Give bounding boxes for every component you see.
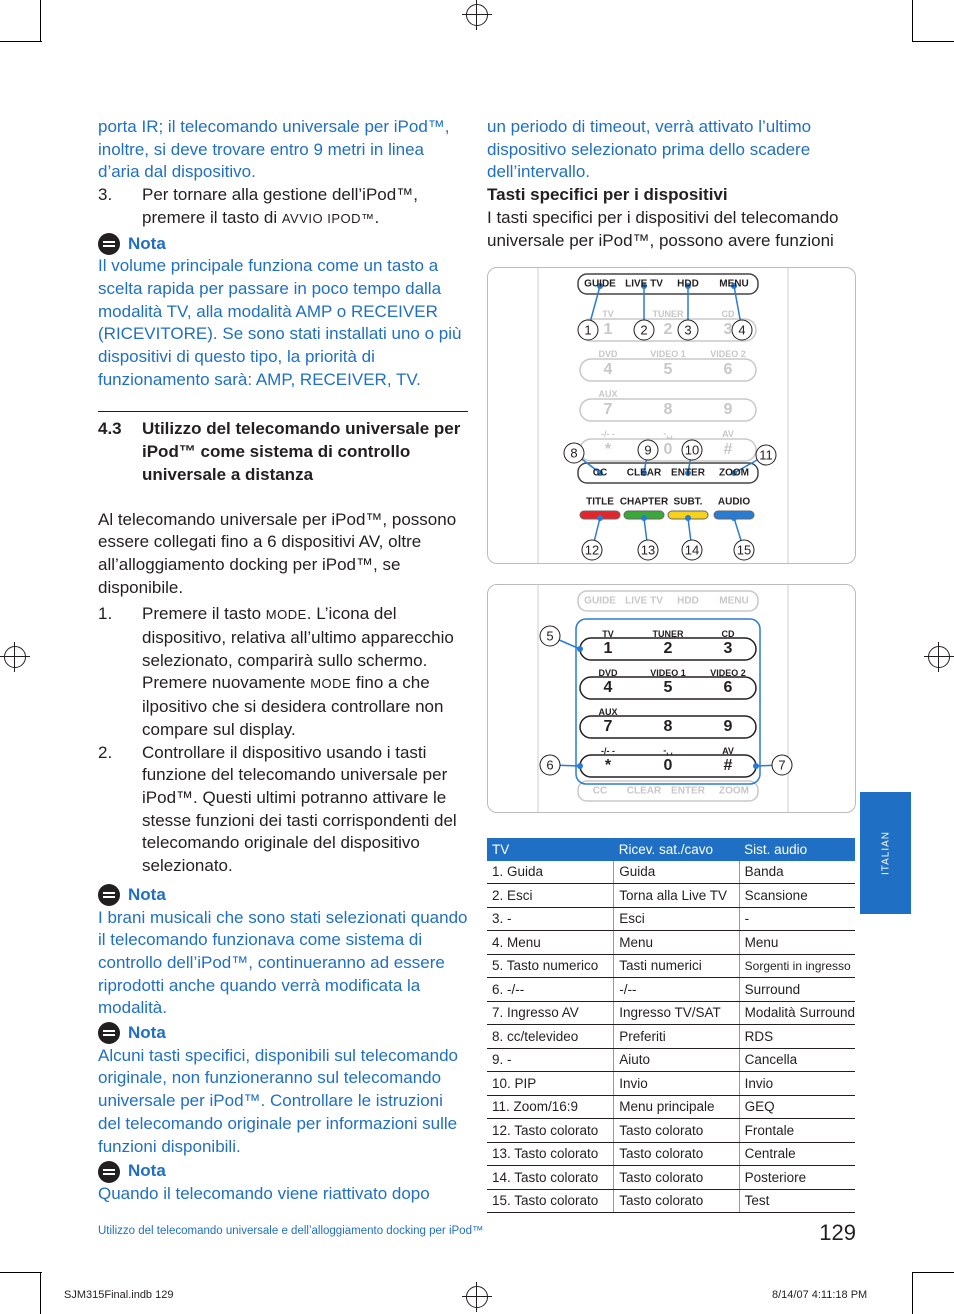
step-3 bbox=[98, 184, 468, 230]
table-cell: Frontale bbox=[739, 1119, 855, 1143]
footer-text: Utilizzo del telecomando universale e dell’alloggiamento docking per iPod™ bbox=[98, 1225, 484, 1237]
key-digit: 3 bbox=[723, 321, 733, 338]
table-row bbox=[487, 978, 855, 1002]
function-table bbox=[487, 838, 855, 1213]
table-row bbox=[487, 884, 855, 908]
key-label: DVD bbox=[598, 349, 618, 359]
callout-number: 4 bbox=[738, 322, 746, 338]
callout-number: 11 bbox=[759, 447, 773, 463]
top-button-label: GUIDE bbox=[584, 278, 616, 290]
top-button-label: HDD bbox=[677, 595, 699, 607]
key-label: AUX bbox=[598, 389, 618, 399]
table-cell: Menu bbox=[614, 931, 739, 955]
function-button-label: CLEAR bbox=[626, 467, 662, 479]
registration-mark-icon bbox=[4, 646, 26, 668]
table-cell: 5. Tasto numerico bbox=[487, 954, 614, 978]
table-cell: Ingresso TV/SAT bbox=[614, 1001, 739, 1025]
section-heading: 4.3 Utilizzo del telecomando universale per iPod™ come sistema di controllo universale a distanza bbox=[98, 411, 468, 486]
top-button-label: LIVE TV bbox=[625, 595, 663, 607]
table-cell: 10. PIP bbox=[487, 1072, 614, 1096]
table-cell: Menu bbox=[739, 931, 855, 955]
key-digit: 0 bbox=[663, 757, 673, 774]
callout-number: 5 bbox=[546, 628, 554, 644]
registration-mark-icon bbox=[928, 646, 950, 668]
table-row bbox=[487, 1166, 855, 1190]
key-digit: 6 bbox=[723, 361, 733, 378]
step-text: Controllare il dispositivo usando i tasti funzione del telecomando universale per iPod™. Questi ultimi potranno attivare le stesse funzioni dei tasti corrispondenti del telecomando originale del dispositivo selezionato. bbox=[142, 742, 457, 876]
language-tab: ITALIAN bbox=[860, 792, 911, 914]
nota-heading: Nota bbox=[98, 233, 468, 256]
table-row bbox=[487, 1048, 855, 1072]
nota-heading: Nota bbox=[98, 884, 468, 907]
table-cell: Test bbox=[739, 1189, 855, 1213]
color-button-label: AUDIO bbox=[717, 496, 751, 508]
crop-mark bbox=[912, 41, 954, 42]
left-column bbox=[98, 116, 468, 1206]
table-cell: Esci bbox=[614, 907, 739, 931]
table-cell: Posteriore bbox=[739, 1166, 855, 1190]
table-cell: 13. Tasto colorato bbox=[487, 1142, 614, 1166]
crop-mark bbox=[0, 41, 42, 42]
function-button-label: CC bbox=[592, 785, 608, 797]
nota-heading: Nota bbox=[98, 1022, 468, 1045]
intro-text: porta IR; il telecomando universale per iPod™, inoltre, si deve trovare entro 9 metri in linea d’aria dal dispositivo. bbox=[98, 117, 450, 182]
step-text: Premere il tasto MODE. L’icona del dispositivo, relativa all’ultimo apparecchio selezionato, comparirà sullo schermo. Premere nuovamente MODE fino a che ilpositivo che si desidera controllare non compare sul display. bbox=[142, 604, 454, 739]
table-cell: 3. - bbox=[487, 907, 614, 931]
key-label: -/- - bbox=[601, 745, 615, 756]
crop-mark bbox=[912, 1272, 913, 1314]
table-cell: 9. - bbox=[487, 1048, 614, 1072]
table-row bbox=[487, 931, 855, 955]
top-button-label: LIVE TV bbox=[625, 278, 663, 290]
key-digit: # bbox=[723, 441, 733, 458]
table-cell: 1. Guida bbox=[487, 861, 614, 884]
key-label: DVD bbox=[598, 667, 618, 678]
key-digit: * bbox=[604, 757, 612, 774]
color-button-label: SUBT. bbox=[673, 496, 703, 508]
key-digit: # bbox=[723, 757, 733, 774]
remote-diagram-1 bbox=[487, 267, 856, 564]
registration-mark-icon bbox=[466, 4, 488, 26]
crop-mark bbox=[40, 1272, 41, 1314]
callout-dot bbox=[597, 515, 603, 521]
slug-left: SJM315Final.indb 129 bbox=[64, 1289, 174, 1301]
key-digit: 8 bbox=[663, 718, 673, 735]
key-label: AV bbox=[722, 745, 734, 756]
note-icon bbox=[98, 233, 120, 255]
key-label: TUNER bbox=[652, 628, 684, 639]
callout-dot bbox=[753, 763, 759, 769]
crop-mark bbox=[0, 1272, 42, 1273]
note-icon bbox=[98, 1022, 120, 1044]
crop-mark bbox=[912, 0, 913, 42]
table-cell: Invio bbox=[739, 1072, 855, 1096]
top-button-label: HDD bbox=[677, 278, 699, 290]
callout-number: 1 bbox=[584, 322, 592, 338]
key-label: -␣ bbox=[663, 745, 673, 755]
key-digit: 4 bbox=[603, 361, 613, 378]
key-label: VIDEO 1 bbox=[650, 667, 686, 678]
callout-number: 9 bbox=[644, 442, 652, 458]
function-button-label: ENTER bbox=[671, 785, 705, 797]
table-cell: 4. Menu bbox=[487, 931, 614, 955]
function-button-label: ZOOM bbox=[719, 467, 749, 479]
intro-text: un periodo di timeout, verrà attivato l’ultimo dispositivo selezionato prima dello scadere dell’intervallo. bbox=[487, 117, 812, 182]
crop-mark bbox=[912, 1272, 954, 1273]
remote-illustration bbox=[488, 585, 855, 812]
key-label: CD bbox=[721, 309, 735, 319]
key-digit: 7 bbox=[603, 401, 613, 418]
nota-text: Alcuni tasti specifici, disponibili sul telecomando originale, non funzioneranno sul telecomando universale per iPod™. Controllare le istruzioni del telecomando originale per informazioni sulle funzioni disponibili. bbox=[98, 1045, 459, 1156]
registration-mark-icon bbox=[466, 1286, 488, 1308]
subheading: Tasti specifici per i dispositivi bbox=[487, 185, 728, 205]
table-row bbox=[487, 1072, 855, 1096]
table-cell: 15. Tasto colorato bbox=[487, 1189, 614, 1213]
step-text: Per tornare alla gestione dell’iPod™, premere il tasto di AVVIO IPOD™. bbox=[142, 185, 418, 227]
table-row bbox=[487, 1025, 855, 1049]
table-header-row bbox=[487, 838, 855, 861]
callout-number: 3 bbox=[684, 322, 692, 338]
key-label: VIDEO 1 bbox=[650, 349, 686, 359]
top-button-label: GUIDE bbox=[584, 595, 616, 607]
table-row bbox=[487, 1001, 855, 1025]
key-label: VIDEO 2 bbox=[710, 349, 746, 359]
table-header-cell: TV bbox=[487, 838, 614, 861]
key-digit: 6 bbox=[723, 679, 733, 696]
table-cell: Torna alla Live TV bbox=[614, 884, 739, 908]
right-column bbox=[487, 116, 857, 252]
table-row bbox=[487, 907, 855, 931]
note-icon bbox=[98, 1161, 120, 1183]
step-number: 3. bbox=[98, 185, 113, 205]
key-label: -/- - bbox=[601, 429, 615, 439]
key-label: AV bbox=[722, 429, 734, 439]
key-digit: 7 bbox=[603, 718, 613, 735]
table-cell: 12. Tasto colorato bbox=[487, 1119, 614, 1143]
callout-number: 10 bbox=[684, 442, 700, 458]
callout-dot bbox=[641, 515, 647, 521]
table-row bbox=[487, 1142, 855, 1166]
key-digit: 3 bbox=[723, 640, 733, 657]
color-button-label: CHAPTER bbox=[619, 496, 669, 508]
table-header-cell: Ricev. sat./cavo bbox=[614, 838, 739, 861]
top-button-label: MENU bbox=[719, 278, 749, 290]
key-digit: 5 bbox=[663, 679, 673, 696]
table-cell: 8. cc/televideo bbox=[487, 1025, 614, 1049]
callout-number: 13 bbox=[640, 542, 656, 558]
key-digit: 2 bbox=[663, 321, 673, 338]
paragraph: I tasti specifici per i dispositivi del telecomando universale per iPod™, possono avere funzioni bbox=[487, 207, 839, 250]
table-cell: Tasto colorato bbox=[614, 1189, 739, 1213]
step-2: 2. Controllare il dispositivo usando i tasti funzione del telecomando universale per iPod™. Questi ultimi potranno attivare le stesse funzioni dei tasti corrispondenti del telecomando originale del dispositivo selezionato. bbox=[98, 742, 468, 878]
nota-text: Quando il telecomando viene riattivato dopo bbox=[98, 1183, 430, 1203]
nota-text: I brani musicali che sono stati selezionati quando il telecomando funzionava come sistema di controllo dell’iPod™, continueranno ad essere riprodotti anche quando verrà modificata la modalità. bbox=[98, 907, 468, 1018]
remote-diagram-2 bbox=[487, 584, 856, 813]
slug-right: 8/14/07 4:11:18 PM bbox=[772, 1289, 868, 1301]
table-row bbox=[487, 1189, 855, 1213]
function-button-label: CC bbox=[592, 467, 608, 479]
function-button-label: CLEAR bbox=[626, 785, 662, 797]
step-1: 1. Premere il tasto MODE. L’icona del dispositivo, relativa all’ultimo apparecchio selezionato, comparirà sullo schermo. Premere nuovamente MODE fino a che ilpositivo che si desidera controllare non compare sul display. bbox=[98, 603, 468, 741]
table-row bbox=[487, 1095, 855, 1119]
top-button-label: MENU bbox=[719, 595, 749, 607]
table-cell: - bbox=[739, 907, 855, 931]
key-label: TV bbox=[602, 309, 614, 319]
table-cell: Modalità Surround bbox=[739, 1001, 855, 1025]
paragraph: Al telecomando universale per iPod™, possono essere collegati fino a 6 dispositivi AV, oltre all’alloggiamento docking per iPod™, se disponibile. bbox=[98, 509, 457, 597]
table-cell: -/-- bbox=[614, 978, 739, 1002]
callout-number: 12 bbox=[584, 542, 600, 558]
key-label: TV bbox=[602, 628, 614, 639]
key-digit: 1 bbox=[603, 640, 613, 657]
key-label: -␣ bbox=[663, 428, 673, 439]
function-button-label: ENTER bbox=[671, 467, 705, 479]
key-digit: 4 bbox=[603, 679, 613, 696]
table-cell: Menu principale bbox=[614, 1095, 739, 1119]
table-cell: Sorgenti in ingresso bbox=[739, 954, 855, 978]
table-cell: 6. -/-- bbox=[487, 978, 614, 1002]
section-title: Utilizzo del telecomando universale per iPod™ come sistema di controllo universale a distanza bbox=[142, 419, 461, 484]
table-cell: Scansione bbox=[739, 884, 855, 908]
nota-heading: Nota bbox=[98, 1160, 468, 1183]
table-cell: Invio bbox=[614, 1072, 739, 1096]
key-digit: 2 bbox=[663, 640, 673, 657]
table-header-cell: Sist. audio bbox=[739, 838, 855, 861]
page-number: 129 bbox=[819, 1220, 856, 1245]
key-label: AUX bbox=[598, 706, 618, 717]
table-cell: GEQ bbox=[739, 1095, 855, 1119]
table-cell: Centrale bbox=[739, 1142, 855, 1166]
table-cell: Cancella bbox=[739, 1048, 855, 1072]
key-label: CD bbox=[721, 628, 735, 639]
key-digit: * bbox=[604, 441, 612, 458]
table-row bbox=[487, 1119, 855, 1143]
key-digit: 9 bbox=[723, 401, 733, 418]
callout-dot bbox=[685, 515, 691, 521]
table-row bbox=[487, 861, 855, 884]
table-cell: Tasto colorato bbox=[614, 1142, 739, 1166]
callout-number: 7 bbox=[778, 757, 786, 773]
table-cell: Surround bbox=[739, 978, 855, 1002]
key-digit: 9 bbox=[723, 718, 733, 735]
key-digit: 0 bbox=[663, 441, 673, 458]
function-button-label: ZOOM bbox=[719, 785, 749, 797]
table-cell: 7. Ingresso AV bbox=[487, 1001, 614, 1025]
table-cell: Tasti numerici bbox=[614, 954, 739, 978]
key-digit: 5 bbox=[663, 361, 673, 378]
color-button-label: TITLE bbox=[586, 496, 614, 508]
table-cell: Banda bbox=[739, 861, 855, 884]
table-cell: RDS bbox=[739, 1025, 855, 1049]
table-cell: 14. Tasto colorato bbox=[487, 1166, 614, 1190]
key-digit: 1 bbox=[603, 321, 613, 338]
table-cell: Guida bbox=[614, 861, 739, 884]
callout-dot bbox=[577, 646, 583, 652]
key-label: VIDEO 2 bbox=[710, 667, 746, 678]
callout-number: 2 bbox=[640, 322, 648, 338]
callout-number: 14 bbox=[684, 542, 700, 558]
table-cell: Tasto colorato bbox=[614, 1166, 739, 1190]
callout-number: 15 bbox=[736, 542, 752, 558]
table-cell: Tasto colorato bbox=[614, 1119, 739, 1143]
table-cell: 2. Esci bbox=[487, 884, 614, 908]
table-cell: 11. Zoom/16:9 bbox=[487, 1095, 614, 1119]
key-label: TUNER bbox=[652, 309, 684, 319]
note-icon bbox=[98, 884, 120, 906]
callout-dot bbox=[731, 515, 737, 521]
table-cell: Aiuto bbox=[614, 1048, 739, 1072]
key-digit: 8 bbox=[663, 401, 673, 418]
callout-dot bbox=[577, 763, 583, 769]
table-row bbox=[487, 954, 855, 978]
crop-mark bbox=[40, 0, 41, 42]
callout-number: 6 bbox=[546, 757, 554, 773]
nota-text: Il volume principale funziona come un tasto a scelta rapida per passare in poco tempo dalla modalità TV, alla modalità AMP o RECEIVER (RICEVITORE). Se sono stati installati uno o più dispositivi di questo tipo, la priorità di funzionamento sarà: AMP, RECEIVER, TV. bbox=[98, 256, 462, 389]
callout-number: 8 bbox=[570, 445, 578, 461]
table-cell: Preferiti bbox=[614, 1025, 739, 1049]
